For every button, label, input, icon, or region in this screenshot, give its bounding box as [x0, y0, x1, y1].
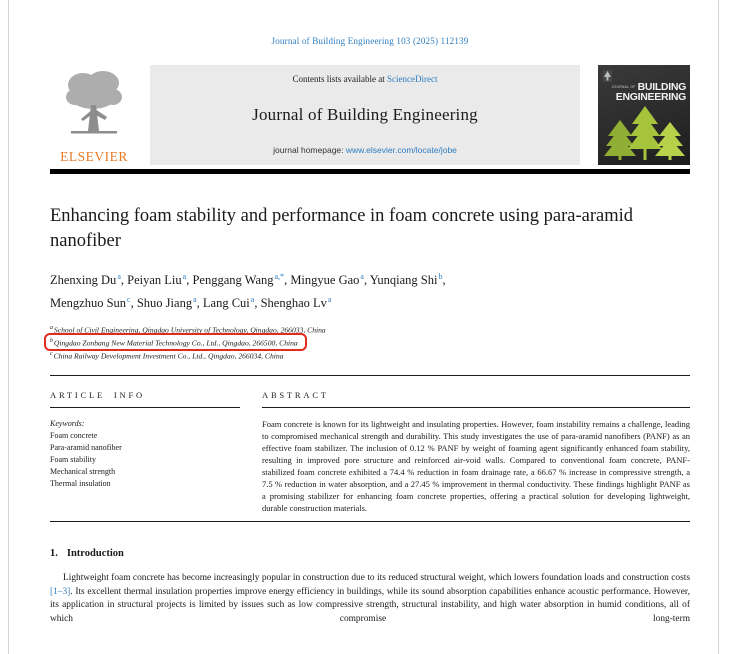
- author[interactable]: [50, 296, 137, 310]
- affiliations: [50, 323, 690, 362]
- abstract-heading: ABSTRACT: [262, 376, 690, 408]
- author-affil-sup: a: [182, 272, 187, 281]
- masthead-center-box: [150, 65, 580, 165]
- author-separator: ,: [130, 296, 137, 311]
- author-affil-sup: a: [117, 272, 121, 281]
- homepage-prefix: journal homepage:: [273, 145, 346, 155]
- contents-line: [293, 74, 438, 84]
- keywords-block: [50, 408, 240, 490]
- author-affil-sup: a: [250, 295, 255, 305]
- author-name: Penggang Wang: [192, 273, 274, 288]
- section-title: Introduction: [66, 548, 124, 560]
- citation-link[interactable]: [1–3]: [50, 586, 71, 597]
- author-affil-sup: a: [327, 295, 332, 305]
- homepage-line: [273, 145, 457, 155]
- paragraph-text: Lightweight foam concrete has become increasingly popular in construction due to its reduced structural weight, which lowers foundation loads and construction costs: [63, 573, 690, 584]
- keywords-label: Keywords:: [50, 419, 85, 429]
- cover-trees-illustration: [598, 102, 690, 165]
- section-number: 1.: [50, 548, 58, 560]
- author-affil-sup: a: [360, 272, 364, 281]
- abstract-column: [262, 376, 690, 514]
- author-name: Lang Cui: [202, 296, 250, 311]
- author-name: Zhenxing Du: [50, 273, 117, 288]
- author[interactable]: [192, 273, 290, 287]
- author-affil-sup: a: [193, 295, 197, 305]
- article-info-heading: ARTICLE INFO: [50, 376, 240, 408]
- affiliation-c: [50, 349, 690, 362]
- author-separator: ,: [196, 296, 203, 311]
- author[interactable]: [261, 296, 332, 310]
- author-separator: ,: [442, 273, 446, 288]
- affiliation-sup: c: [50, 351, 53, 358]
- affiliation-a: [50, 323, 690, 336]
- cover-title-line1: BUILDING: [637, 81, 686, 93]
- author[interactable]: [370, 273, 446, 287]
- author-name: Shuo Jiang: [136, 296, 193, 311]
- author-separator: ,: [120, 273, 128, 288]
- author-separator: ,: [186, 273, 193, 288]
- introduction-paragraph: [50, 572, 690, 626]
- author-separator: ,: [254, 296, 261, 311]
- article-info-column: [50, 376, 240, 514]
- author-affil-sup: b: [438, 272, 443, 281]
- affiliation-text: School of Civil Engineering, Qingdao University of Technology, Qingdao, 266033, China: [53, 325, 326, 335]
- journal-cover-thumbnail[interactable]: [598, 65, 690, 165]
- journal-citation[interactable]: Journal of Building Engineering 103 (2025) 112139: [271, 36, 469, 46]
- elsevier-logo[interactable]: [50, 65, 138, 165]
- introduction-heading: [50, 548, 690, 559]
- page-edge-right: [718, 0, 719, 654]
- author-name: Shenghao Lv: [260, 296, 327, 311]
- masthead-divider-bar: [50, 169, 690, 174]
- author-name: Mengzhuo Sun: [50, 296, 127, 311]
- author[interactable]: [127, 273, 192, 287]
- article-title: Enhancing foam stability and performance in foam concrete using para-aramid nanofiber: [50, 206, 634, 251]
- author[interactable]: [50, 273, 127, 287]
- author-name: Mingyue Gao: [290, 273, 360, 288]
- author[interactable]: [290, 273, 369, 287]
- affiliation-b: [50, 336, 690, 349]
- elsevier-tree-icon: [63, 69, 125, 148]
- keyword-item: Mechanical strength: [50, 467, 116, 477]
- elsevier-wordmark: ELSEVIER: [60, 149, 128, 164]
- masthead: [50, 65, 690, 165]
- affiliation-sup: b: [50, 338, 53, 345]
- cover-title: [598, 82, 686, 102]
- keyword-item: Para-aramid nanofiber: [50, 443, 122, 453]
- author-name: Yunqiang Shi: [369, 273, 438, 288]
- author-separator: ,: [363, 273, 370, 288]
- cover-kicker: JOURNAL OF: [611, 85, 636, 89]
- paragraph-text: . Its excellent thermal insulation properties improve energy efficiency in buildings, while its sound absorption capabilities enhance acoustic performance. However, its application in structural projects is limited by issues such as low compressive strength, structural instability, and high water absorption in humid conditions, all of which compromise long-term: [50, 586, 690, 624]
- info-abstract-section: [50, 376, 690, 514]
- keyword-item: Thermal insulation: [50, 479, 111, 489]
- author-affil-sup: c: [127, 295, 131, 305]
- homepage-link[interactable]: www.elsevier.com/locate/jobe: [345, 145, 457, 155]
- abstract-bottom-divider: [50, 521, 690, 522]
- journal-title: Journal of Building Engineering: [252, 104, 478, 124]
- author[interactable]: [137, 296, 203, 310]
- author-affil-sup: a,*: [274, 272, 285, 281]
- affiliation-text: China Railway Development Investment Co., Ltd., Qingdao, 266034, China: [53, 351, 284, 361]
- author[interactable]: [203, 296, 261, 310]
- author-separator: ,: [284, 273, 291, 288]
- abstract-text: Foam concrete is known for its lightweight and insulating properties. However, foam instability remains a challenge, leading to compromised mechanical strength and durability. This study investigates the use of para-aramid nanofibers (PANF) as an effective foam stabilizer. The inclusion of 0.12 % PANF by weight of foaming agent significantly enhanced foam stability, resulting in improved pore structure and reinforced air-void walls. Compared to conventional foam concrete, PANF-stabilized foam concrete exhibited a 74.4 % reduction in foam drainage rate, a 66.67 % increase in compressive strength, a 7.5 % reduction in water absorption, and a 27.45 % improvement in thermal conductivity. These findings highlight PANF as a promising stabilizer for enhancing foam concrete properties, offering a practical solution for developing lightweight, durable construction materials.: [262, 419, 690, 514]
- affiliation-sup: a: [50, 325, 53, 332]
- sciencedirect-link[interactable]: ScienceDirect: [387, 74, 438, 84]
- cover-title-line2: ENGINEERING: [615, 91, 686, 103]
- affiliation-text: Qingdao Zonbang New Material Technology Co., Ltd., Qingdao, 266500, China: [53, 338, 298, 348]
- page-edge-left: [8, 0, 9, 654]
- author-name: Peiyan Liu: [127, 273, 182, 288]
- keyword-item: Foam stability: [50, 455, 96, 465]
- keyword-item: Foam concrete: [50, 431, 98, 441]
- author-list: [50, 267, 690, 313]
- contents-line-prefix: Contents lists available at: [292, 74, 387, 84]
